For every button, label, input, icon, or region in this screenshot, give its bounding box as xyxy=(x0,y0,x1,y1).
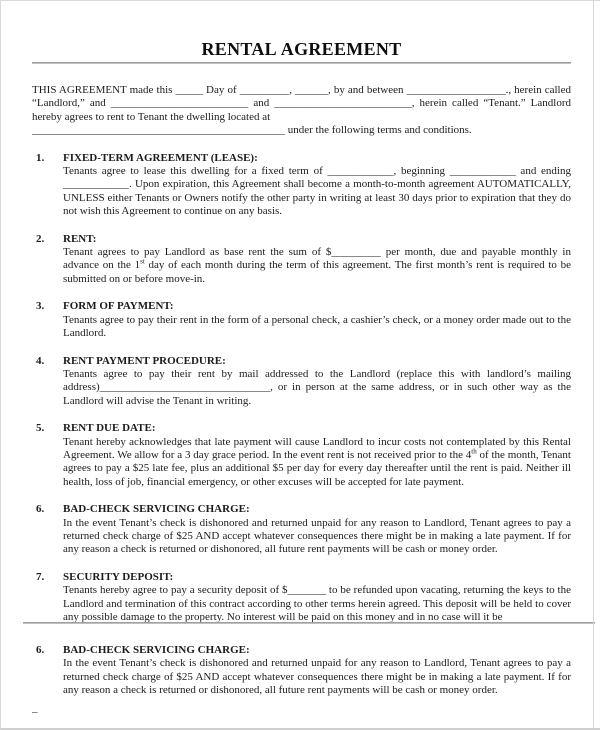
agreement-section xyxy=(32,355,571,409)
document-content xyxy=(1,39,600,720)
section-heading: FIXED-TERM AGREEMENT (LEASE): xyxy=(63,151,258,164)
section-heading: RENT DUE DATE: xyxy=(63,422,156,435)
section-number: 6. xyxy=(36,643,45,656)
agreement-section xyxy=(32,571,571,622)
section-number: 7. xyxy=(36,570,45,583)
agreement-section xyxy=(32,233,571,287)
agreement-section xyxy=(32,503,571,557)
page-right-border xyxy=(593,1,594,728)
section-number: 5. xyxy=(36,422,45,435)
section-number: 6. xyxy=(36,503,45,516)
section-heading: BAD-CHECK SERVICING CHARGE: xyxy=(63,643,250,656)
sections-after-break xyxy=(32,644,571,698)
trailing-dash: – xyxy=(32,706,38,719)
section-body: Tenants hereby agree to pay a security deposit of $_______ to be refunded upon vacating, returning the keys to the Landlord and termination of this contract according to other terms herein agreed. This deposit will be held to cover any possible damage to the property. No interest will be paid on this money and in no case will it be xyxy=(63,584,571,622)
section-heading: BAD-CHECK SERVICING CHARGE: xyxy=(63,503,250,516)
section-number: 3. xyxy=(36,300,45,313)
section-heading: FORM OF PAYMENT: xyxy=(63,300,174,313)
intro-paragraph xyxy=(32,84,571,138)
title-underline xyxy=(32,62,571,64)
agreement-section xyxy=(32,422,571,489)
intro-text-part1: THIS AGREEMENT made this _____ Day of _________, ______, by and between __________________., herein called “Landlord,” and _________________________ and _________________________, herein called “Tenant.” Landlord hereby agrees to rent to Tenant the dwelling located at xyxy=(32,84,571,123)
section-heading: RENT: xyxy=(63,232,97,245)
sections-list xyxy=(32,152,571,622)
section-body: In the event Tenant’s check is dishonored and returned unpaid for any reason to Landlord, Tenant agrees to pay a returned check charge of $25 AND accept whatever consequences there might be in making a late payment. If for any reason a check is returned or dishonored, all future rent payments will be cash or money order. xyxy=(63,516,571,556)
section-number: 2. xyxy=(36,232,45,245)
section-body: Tenants agree to pay their rent in the form of a personal check, a cashier’s check, or a money order made out to the Landlord. xyxy=(63,313,571,340)
section-body: Tenant agrees to pay Landlord as base rent the sum of $_________ per month, due and payable monthly in advance on the 1st day of each month during the term of this agreement. The first month’s rent is required to be submitted on or before move-in. xyxy=(63,246,572,285)
section-heading: RENT PAYMENT PROCEDURE: xyxy=(63,354,226,367)
section-body: In the event Tenant’s check is dishonored and returned unpaid for any reason to Landlord, Tenant agrees to pay a returned check charge of $25 AND accept whatever consequences there might be in making a late payment. If for any reason a check is returned or dishonored, all future rent payments will be cash or money order. xyxy=(63,657,571,696)
page-break-divider xyxy=(23,622,595,624)
section-body: Tenants agree to lease this dwelling for a fixed term of ____________, beginning ____________ and ending ____________. Upon expiration, this Agreement shall become a month-to-month agreement AUTOMATICALLY, UNLESS either Tenants or Owners notify the other party in writing at least 30 days prior to expiration that they do not wish this Agreement to continue on any basis. xyxy=(63,165,571,218)
agreement-section xyxy=(32,300,571,340)
agreement-section xyxy=(32,152,571,219)
section-body: Tenants agree to pay their rent by mail addressed to the Landlord (replace this with landlord’s mailing address)_______________________________, or in person at the same address, or in such other way as the Landlord will advise the Tenant in writing. xyxy=(63,367,571,407)
agreement-section xyxy=(32,644,571,698)
document-title: RENTAL AGREEMENT xyxy=(201,39,402,59)
intro-text-part2: ______________________________________________ under the following terms and conditions. xyxy=(32,124,472,137)
section-number: 1. xyxy=(36,151,45,164)
section-heading: SECURITY DEPOSIT: xyxy=(63,570,174,583)
section-body: Tenant hereby acknowledges that late payment will cause Landlord to incur costs not contemplated by this Rental Agreement. We allow for a 3 day grace period. In the event rent is not received prior to the 4th of the month, Tenant agrees to pay a $25 late fee, plus an additional $5 per day for every day thereafter until the rent is paid. Neither ill health, loss of job, financial emergency, or other excuses will be accepted for late payment. xyxy=(63,435,571,488)
section-number: 4. xyxy=(36,354,45,367)
